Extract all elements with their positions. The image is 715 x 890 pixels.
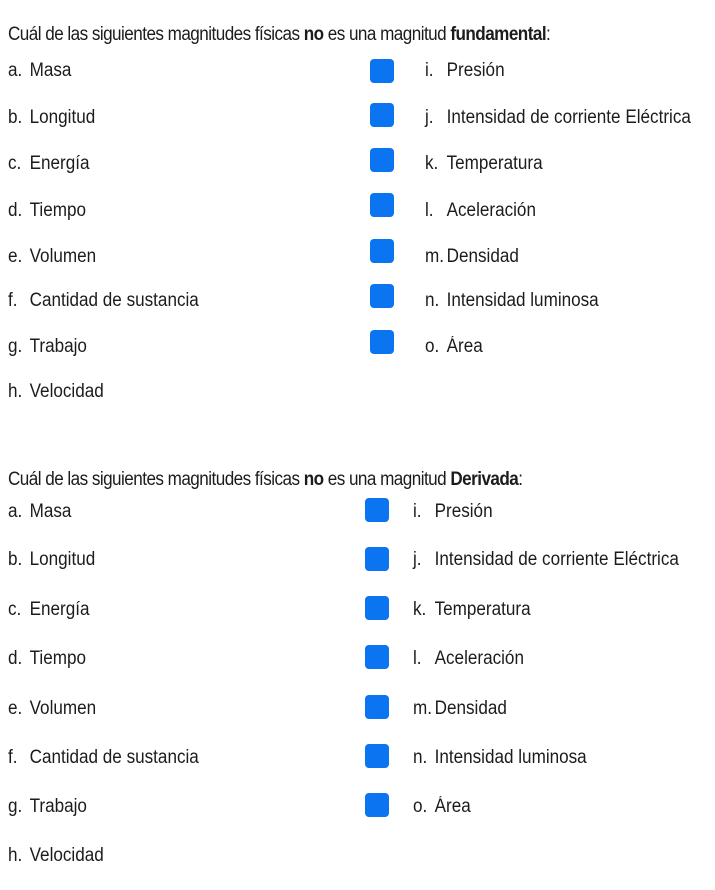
right-option-i [413, 501, 493, 523]
right-option-o [413, 796, 471, 818]
answer-box-1[interactable] [370, 59, 394, 83]
option-text: Energía [29, 599, 90, 620]
option-text: Trabajo [29, 796, 87, 817]
option-text: Aceleración [446, 200, 536, 221]
left-option-c [8, 153, 89, 175]
option-text: Cantidad de sustancia [29, 290, 199, 311]
left-option-h [8, 845, 104, 867]
right-option-k [425, 153, 543, 175]
option-letter: k. [425, 153, 439, 174]
answer-box-3[interactable] [365, 596, 389, 620]
question-title [8, 24, 550, 46]
left-option-g [8, 796, 87, 818]
title-text: : [546, 24, 551, 45]
title-text: Cuál de las siguientes magnitudes físicas [8, 24, 304, 45]
option-text: Intensidad de corriente Eléctrica [446, 107, 691, 128]
left-option-e [8, 698, 96, 720]
option-text: Temperatura [434, 599, 531, 620]
option-letter: h. [8, 845, 23, 866]
option-letter: h. [8, 381, 23, 402]
option-letter: n. [425, 290, 440, 311]
left-option-b [8, 549, 95, 571]
option-text: Tiempo [29, 648, 86, 669]
option-letter: d. [8, 200, 23, 221]
answer-box-7[interactable] [370, 330, 394, 354]
answer-box-6[interactable] [370, 284, 394, 308]
option-letter: l. [413, 648, 422, 669]
option-letter: g. [8, 796, 23, 817]
right-option-m [413, 698, 507, 720]
option-letter: e. [8, 246, 23, 267]
option-letter: c. [8, 153, 22, 174]
option-text: Área [434, 796, 471, 817]
option-letter: a. [8, 501, 23, 522]
option-text: Masa [29, 501, 72, 522]
option-text: Presión [434, 501, 493, 522]
right-option-n [425, 290, 599, 312]
answer-box-5[interactable] [370, 239, 394, 263]
option-text: Área [446, 336, 483, 357]
right-option-l [425, 200, 536, 222]
title-text: : [518, 469, 523, 490]
option-text: Volumen [29, 246, 97, 267]
left-option-c [8, 599, 89, 621]
option-letter: d. [8, 648, 23, 669]
option-text: Intensidad luminosa [434, 747, 587, 768]
option-text: Densidad [434, 698, 507, 719]
title-text: Cuál de las siguientes magnitudes físicas [8, 469, 304, 490]
option-letter: g. [8, 336, 23, 357]
answer-box-7[interactable] [365, 793, 389, 817]
option-text: Cantidad de sustancia [29, 747, 199, 768]
option-text: Intensidad luminosa [446, 290, 599, 311]
option-text: Presión [446, 60, 505, 81]
option-text: Densidad [446, 246, 519, 267]
left-option-d [8, 200, 86, 222]
option-letter: f. [8, 747, 18, 768]
left-option-f [8, 290, 199, 312]
left-option-g [8, 336, 87, 358]
answer-box-5[interactable] [365, 695, 389, 719]
option-text: Masa [29, 60, 72, 81]
option-letter: m. [413, 698, 432, 719]
option-text: Longitud [29, 549, 96, 570]
title-emphasis-keyword: fundamental [450, 24, 547, 45]
title-emphasis-keyword: Derivada [450, 469, 519, 490]
option-text: Volumen [29, 698, 97, 719]
right-option-j [413, 549, 679, 571]
option-letter: i. [425, 60, 434, 81]
option-letter: b. [8, 549, 23, 570]
option-letter: e. [8, 698, 23, 719]
left-option-h [8, 381, 104, 403]
answer-box-4[interactable] [365, 645, 389, 669]
option-letter: l. [425, 200, 434, 221]
answer-box-4[interactable] [370, 193, 394, 217]
right-option-m [425, 246, 519, 268]
option-letter: m. [425, 246, 444, 267]
option-letter: n. [413, 747, 428, 768]
option-text: Aceleración [434, 648, 524, 669]
option-letter: j. [425, 107, 434, 128]
option-letter: c. [8, 599, 22, 620]
option-text: Energía [29, 153, 90, 174]
answer-box-2[interactable] [365, 547, 389, 571]
question-title [8, 469, 522, 491]
option-text: Longitud [29, 107, 96, 128]
option-text: Velocidad [29, 381, 104, 402]
title-text: es una magnitud [323, 469, 451, 490]
option-text: Velocidad [29, 845, 104, 866]
left-option-a [8, 60, 71, 82]
right-option-o [425, 336, 483, 358]
option-text: Temperatura [446, 153, 543, 174]
left-option-d [8, 648, 86, 670]
left-option-e [8, 246, 96, 268]
option-letter: f. [8, 290, 18, 311]
right-option-l [413, 648, 524, 670]
answer-box-2[interactable] [370, 103, 394, 127]
answer-box-6[interactable] [365, 744, 389, 768]
right-option-n [413, 747, 587, 769]
left-option-a [8, 501, 71, 523]
title-text: es una magnitud [323, 24, 451, 45]
right-option-j [425, 107, 691, 129]
option-text: Trabajo [29, 336, 87, 357]
left-option-f [8, 747, 199, 769]
title-emphasis-no: no [303, 24, 324, 45]
option-letter: b. [8, 107, 23, 128]
option-text: Tiempo [29, 200, 86, 221]
option-letter: i. [413, 501, 422, 522]
option-letter: o. [413, 796, 428, 817]
option-letter: k. [413, 599, 427, 620]
left-option-b [8, 107, 95, 129]
title-emphasis-no: no [303, 469, 324, 490]
answer-box-3[interactable] [370, 148, 394, 172]
option-letter: a. [8, 60, 23, 81]
option-letter: o. [425, 336, 440, 357]
answer-box-1[interactable] [365, 498, 389, 522]
right-option-i [425, 60, 505, 82]
option-text: Intensidad de corriente Eléctrica [434, 549, 679, 570]
option-letter: j. [413, 549, 422, 570]
right-option-k [413, 599, 531, 621]
